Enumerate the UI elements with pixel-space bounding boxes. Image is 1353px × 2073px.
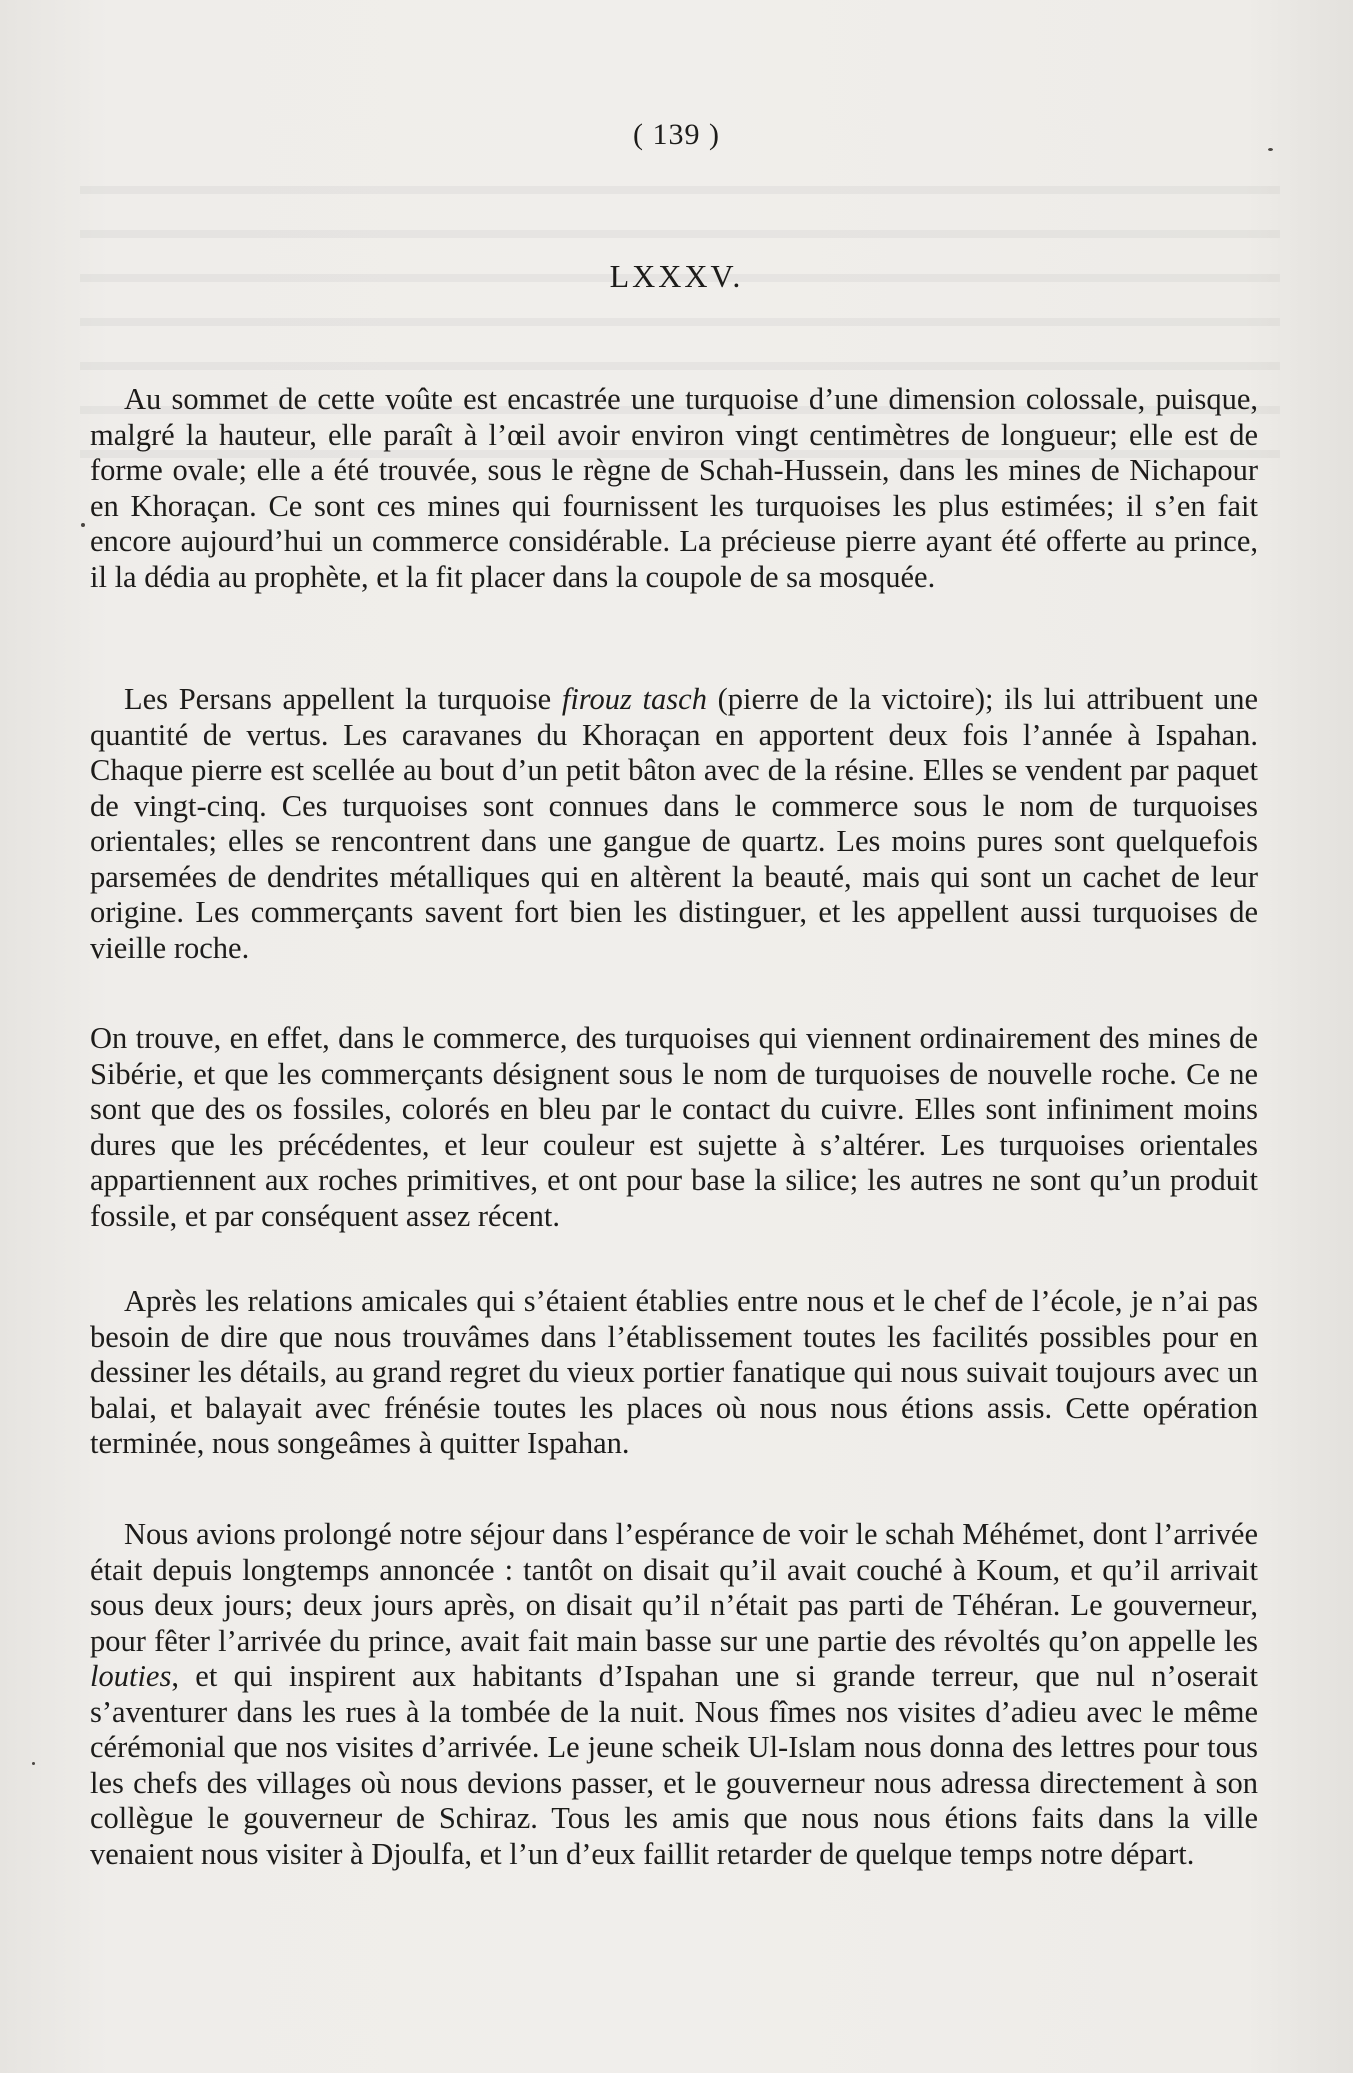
- paragraph-5-text-end: , et qui inspirent aux habitants d’Ispahan une si grande terreur, que nul n’oserait s’aventurer dans les rues à la tombée de la nuit. Nous fîmes nos visites d’adieu avec le même cérémonial que nos visites d’arrivée. Le jeune scheik Ul-Islam nous donna des lettres pour tous les chefs des villages où nous devions passer, et le gouverneur nous adressa directement à son collègue le gouverneur de Schiraz. Tous les amis que nous nous étions faits dans la ville venaient nous visiter à Djoulfa, et l’un d’eux faillit retarder de quelque temps notre départ.: [90, 1659, 1258, 1871]
- chapter-heading: LXXXV.: [609, 258, 744, 294]
- paragraph-2-text-start: Les Persans appellent la turquoise: [124, 682, 562, 716]
- ink-speck: [81, 523, 85, 527]
- paragraph-2-text: [90, 682, 1258, 966]
- paragraph-2-text-end: (pierre de la victoire); ils lui attribuent une quantité de vertus. Les caravanes du Khoraçan en apportent deux fois l’année à Ispahan. Chaque pierre est scellée au bout d’un petit bâton avec de la résine. Elles se vendent par paquet de vingt-cinq. Ces turquoises sont connues dans le commerce sous le nom de turquoises orientales; elles se rencontrent dans une gangue de quartz. Les moins pures sont quelquefois parsemées de dendrites métalliques qui en altèrent la beauté, mais qui sont un cachet de leur origine. Les commerçants savent fort bien les distinguer, et les appellent aussi turquoises de vieille roche.: [90, 682, 1259, 965]
- paragraph-4: [90, 1284, 1258, 1462]
- ink-speck: [32, 1762, 35, 1765]
- paragraph-2: [90, 682, 1258, 966]
- paragraph-1-text: Au sommet de cette voûte est encastrée une turquoise d’une dimension colossale, puisque, malgré la hauteur, elle paraît à l’œil avoir environ vingt centimètres de longueur; elle est de forme ovale; elle a été trouvée, sous le règne de Schah-Hussein, dans les mines de Nichapour en Khoraçan. Ce sont ces mines qui fournissent les turquoises les plus estimées; il s’en fait encore aujourd’hui un commerce considérable. La précieuse pierre ayant été offerte au prince, il la dédia au prophète, et la fit placer dans la coupole de sa mosquée.: [90, 382, 1258, 594]
- paragraph-3: [90, 1021, 1258, 1234]
- ink-speck: [1268, 148, 1273, 151]
- paragraph-3-text: On trouve, en effet, dans le commerce, des turquoises qui viennent ordinairement des mines de Sibérie, et que les commerçants désignent sous le nom de turquoises de nouvelle roche. Ce ne sont que des os fossiles, colorés en bleu par le contact du cuivre. Elles sont infiniment moins dures que les précédentes, et leur couleur est sujette à s’altérer. Les turquoises orientales appartiennent aux roches primitives, et ont pour base la silice; les autres ne sont qu’un produit fossile, et par conséquent assez récent.: [90, 1021, 1258, 1233]
- paragraph-5-italic-term: louties: [90, 1659, 172, 1693]
- paragraph-5-text: [90, 1517, 1258, 1872]
- paragraph-2-italic-term: firouz tasch: [561, 682, 707, 716]
- paragraph-5-text-start: Nous avions prolongé notre séjour dans l’espérance de voir le schah Méhémet, dont l’arrivée était depuis longtemps annoncée : tantôt on disait qu’il avait couché à Koum, et qu’il arrivait sous deux jours; deux jours après, on disait qu’il n’était pas parti de Téhéran. Le gouverneur, pour fêter l’arrivée du prince, avait fait main basse sur une partie des révoltés qu’on appelle les: [90, 1517, 1258, 1658]
- paragraph-1: [90, 382, 1258, 595]
- paragraph-5: [90, 1517, 1258, 1872]
- paragraph-4-text: Après les relations amicales qui s’étaient établies entre nous et le chef de l’école, je n’ai pas besoin de dire que nous trouvâmes dans l’établissement toutes les facilités possibles pour en dessiner les détails, au grand regret du vieux portier fanatique qui nous suivait toujours avec un balai, et balayait avec frénésie toutes les places où nous nous étions assis. Cette opération terminée, nous songeâmes à quitter Ispahan.: [90, 1284, 1258, 1460]
- page-number: ( 139 ): [633, 118, 720, 151]
